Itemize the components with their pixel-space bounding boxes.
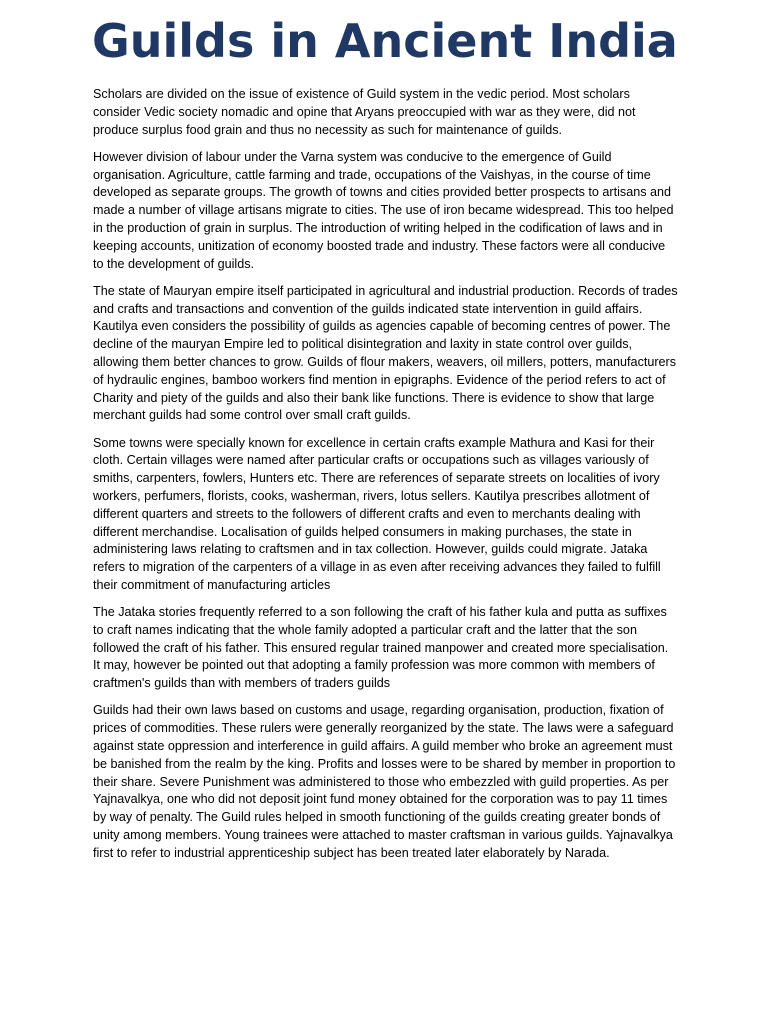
paragraph-guild-laws: Guilds had their own laws based on customs and usage, regarding organisation, production, fixation of prices of commodities. These rulers were generally reorganized by the state. The laws were a safeguard against state oppression and interference in guild affairs. A guild member who broke an agreement must be banished from the realm by the king. Profits and losses were to be shared by member in proportion to their share. Severe Punishment was administered to those who embezzled with guild properties. As per Yajnavalkya, one who did not deposit joint fund money obtained for the corporation was to pay 11 times by way of penalty. The Guild rules helped in smooth functioning of the guilds creating greater bonds of unity among members. Young trainees were attached to master craftsman in various guilds. Yajnavalkya first to refer to industrial apprenticeship subject has been treated later elaborately by Narada. xyxy=(93,703,676,860)
paragraph-varna-system: However division of labour under the Varna system was conducive to the emergence of Guild organisation. Agriculture, cattle farming and trade, occupations of the Vaishyas, in the course of time developed as separate groups. The growth of towns and cities provided better prospects to artisans and made a number of village artisans migrate to cities. The use of iron became widespread. This too helped in the production of grain in surplus. The introduction of writing helped in the codification of laws and in keeping accounts, unitization of economy boosted trade and industry. These factors were all conducive to the development of guilds. xyxy=(93,149,674,271)
page-title: Guilds in Ancient India xyxy=(92,14,678,68)
paragraph-vedic-period: Scholars are divided on the issue of existence of Guild system in the vedic period. Most scholars consider Vedic society nomadic and opine that Aryans preoccupied with war as they were, did not produce surplus food grain and thus no necessity as such for maintenance of guilds. xyxy=(93,87,636,137)
paragraph-towns-crafts: Some towns were specially known for excellence in certain crafts example Mathura and Kasi for their cloth. Certain villages were named after particular crafts or occupations such as villages variously of smiths, carpenters, fowlers, Hunters etc. There are references of separate streets on localities of ivory workers, perfumers, florists, cooks, washerman, rivers, lotus sellers. Kautilya prescribes allotment of different quarters and streets to the followers of different crafts and even to merchants dealing with different merchandise. Localisation of guilds helped consumers in making purchases, the state in administering laws relating to craftsmen and in tax collection. However, guilds could migrate. Jataka refers to migration of the carpenters of a village in as even after receiving advances they failed to fulfill their commitment of manufacturing articles xyxy=(93,435,661,592)
document-body xyxy=(93,86,678,872)
paragraph-jataka-stories: The Jataka stories frequently referred to a son following the craft of his father kula and putta as suffixes to craft names indicating that the whole family adopted a particular craft and the latter that the son followed the craft of his father. This ensured regular trained manpower and created more specialisation. It may, however be pointed out that adopting a family profession was more common with members of craftmen's guilds than with members of traders guilds xyxy=(93,605,669,691)
paragraph-mauryan-empire: The state of Mauryan empire itself participated in agricultural and industrial production. Records of trades and crafts and transactions and convention of the guilds indicated state intervention in guild affairs. Kautilya even considers the possibility of guilds as agencies capable of becoming centres of power. The decline of the mauryan Empire led to political disintegration and laxity in state control over guilds, allowing them better chances to grow. Guilds of flour makers, weavers, oil millers, potters, manufacturers of hydraulic engines, bamboo workers find mention in epigraphs. Evidence of the period refers to act of Charity and piety of the guilds and also their bank like functions. There is evidence to show that large merchant guilds had some control over small craft guilds. xyxy=(93,283,678,423)
